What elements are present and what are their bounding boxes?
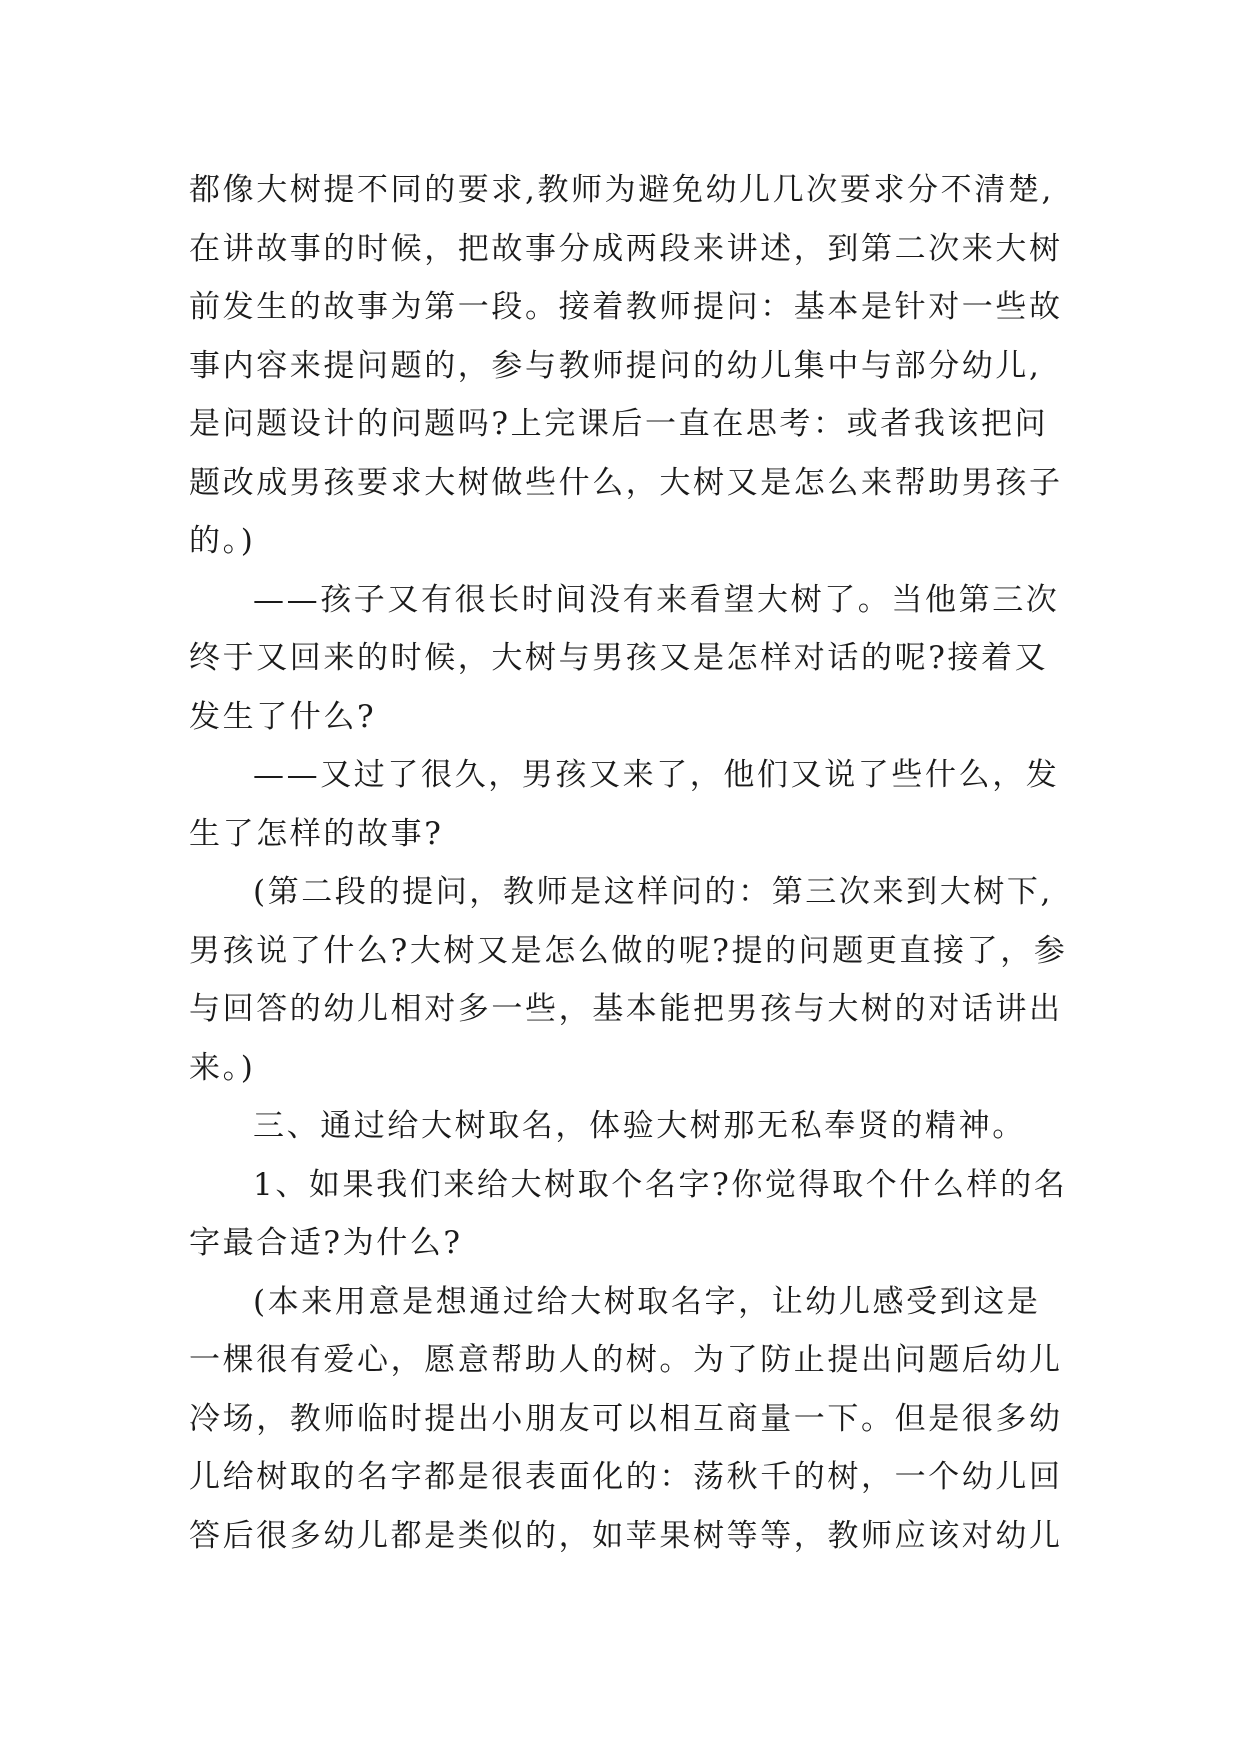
text-line: 事内容来提问题的，参与教师提问的幼儿集中与部分幼儿,: [189, 347, 1042, 384]
text-line: 三、通过给大树取名，体验大树那无私奉贤的精神。: [253, 1108, 1026, 1144]
text-line: 前发生的故事为第一段。接着教师提问：基本是针对一些故: [189, 289, 1063, 325]
text-line: 题改成男孩要求大树做些什么，大树又是怎么来帮助男孩子: [189, 464, 1063, 501]
text-line: 的。): [189, 523, 256, 559]
document-body: [189, 161, 1069, 1565]
text-line: 生了怎样的故事?: [189, 815, 444, 852]
text-line: ——又过了很久，男孩又来了，他们又说了些什么，发: [253, 757, 1060, 793]
text-line: (第二段的提问，教师是这样问的：第三次来到大树下,: [253, 874, 1053, 910]
text-line: 字最合适?为什么?: [189, 1225, 463, 1261]
text-line: 发生了什么?: [189, 698, 377, 735]
text-line: ——孩子又有很长时间没有来看望大树了。当他第三次: [253, 581, 1060, 618]
text-line: (本来用意是想通过给大树取名字，让幼儿感受到这是: [253, 1283, 1041, 1320]
text-line: 与回答的幼儿相对多一些，基本能把男孩与大树的对话讲出: [189, 991, 1063, 1027]
text-line: 男孩说了什么?大树又是怎么做的呢?提的问题更直接了，参: [189, 932, 1068, 969]
text-line: 冷场，教师临时提出小朋友可以相互商量一下。但是很多幼: [189, 1400, 1063, 1437]
text-line: 都像大树提不同的要求,教师为避免幼儿几次要求分不清楚,: [189, 172, 1054, 208]
text-line: 在讲故事的时候，把故事分成两段来讲述，到第二次来大树: [189, 230, 1063, 267]
text-line: 是问题设计的问题吗?上完课后一直在思考：或者我该把问: [189, 406, 1049, 442]
text-line: 1、如果我们来给大树取个名字?你觉得取个什么样的名: [253, 1166, 1068, 1203]
text-line: 一棵很有爱心，愿意帮助人的树。为了防止提出问题后幼儿: [189, 1342, 1063, 1378]
text-line: 儿给树取的名字都是很表面化的：荡秋千的树，一个幼儿回: [189, 1459, 1063, 1495]
text-line: 终于又回来的时候，大树与男孩又是怎样对话的呢?接着又: [189, 640, 1049, 676]
text-line: 答后很多幼儿都是类似的，如苹果树等等，教师应该对幼儿: [189, 1517, 1063, 1554]
text-line: 来。): [189, 1049, 256, 1086]
